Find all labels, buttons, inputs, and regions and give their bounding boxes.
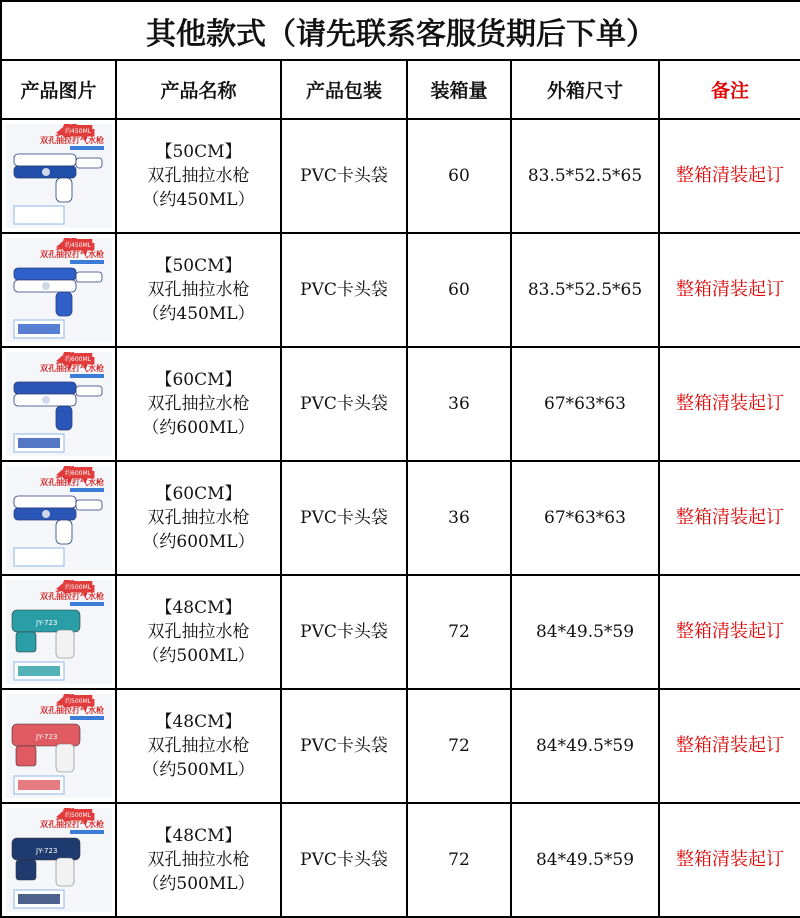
product-size: 【50CM】 — [155, 142, 242, 162]
product-capacity: （约500ML） — [142, 874, 255, 894]
product-qty: 60 — [407, 233, 511, 347]
thumb-badge: 约500ML — [64, 812, 91, 819]
product-box-size: 67*63*63 — [511, 461, 659, 575]
product-image — [1, 347, 116, 461]
water-gun-image — [6, 352, 112, 456]
thumb-badge: 约600ML — [64, 356, 91, 363]
product-image — [1, 689, 116, 803]
product-name: 双孔抽拉水枪 — [147, 394, 250, 414]
product-name: 双孔抽拉水枪 — [147, 850, 250, 870]
product-package: PVC卡头袋 — [281, 575, 407, 689]
product-name-cell — [116, 461, 281, 575]
product-package: PVC卡头袋 — [281, 347, 407, 461]
product-package: PVC卡头袋 — [281, 803, 407, 917]
header-row — [1, 60, 800, 119]
product-size: 【60CM】 — [155, 370, 242, 390]
svg-text:约500ML — [65, 811, 92, 819]
product-image — [1, 803, 116, 917]
product-package: PVC卡头袋 — [281, 233, 407, 347]
product-qty: 60 — [407, 119, 511, 233]
product-qty: 72 — [407, 575, 511, 689]
product-box-size: 67*63*63 — [511, 347, 659, 461]
thumb-badge: 约500ML — [64, 584, 91, 591]
product-package: PVC卡头袋 — [281, 689, 407, 803]
gun-model-text: JY-723 — [35, 619, 57, 627]
product-box-size: 84*49.5*59 — [511, 575, 659, 689]
table-row — [1, 461, 800, 575]
page-title: 其他款式（请先联系客服货期后下单） — [1, 1, 800, 60]
product-remark: 整箱清装起订 — [659, 803, 800, 917]
product-box-size: 84*49.5*59 — [511, 803, 659, 917]
product-capacity: （约600ML） — [142, 418, 255, 438]
product-qty: 36 — [407, 461, 511, 575]
svg-text:约450ML — [65, 241, 92, 249]
product-remark: 整箱清装起订 — [659, 347, 800, 461]
product-name-cell — [116, 803, 281, 917]
product-image — [1, 461, 116, 575]
product-capacity: （约500ML） — [142, 760, 255, 780]
product-size: 【60CM】 — [155, 484, 242, 504]
header-package: 产品包装 — [281, 60, 407, 119]
product-name-cell — [116, 347, 281, 461]
product-name-cell — [116, 233, 281, 347]
product-box-size: 83.5*52.5*65 — [511, 119, 659, 233]
product-size: 【48CM】 — [155, 598, 242, 618]
product-remark: 整箱清装起订 — [659, 689, 800, 803]
product-capacity: （约500ML） — [142, 646, 255, 666]
product-size: 【50CM】 — [155, 256, 242, 276]
product-qty: 72 — [407, 689, 511, 803]
product-package: PVC卡头袋 — [281, 461, 407, 575]
product-size: 【48CM】 — [155, 826, 242, 846]
product-box-size: 83.5*52.5*65 — [511, 233, 659, 347]
header-box-size: 外箱尺寸 — [511, 60, 659, 119]
header-remark: 备注 — [659, 60, 800, 119]
product-name: 双孔抽拉水枪 — [147, 280, 250, 300]
thumb-label: 双孔抽拉打气水枪 — [39, 706, 104, 715]
thumb-label: 双孔抽拉打气水枪 — [39, 592, 104, 601]
thumb-badge: 约450ML — [64, 128, 91, 135]
product-qty: 72 — [407, 803, 511, 917]
water-gun-image — [6, 580, 112, 684]
thumb-label: 双孔抽拉打气水枪 — [39, 820, 104, 829]
table-row — [1, 803, 800, 917]
header-qty: 装箱量 — [407, 60, 511, 119]
gun-model-text: JY-723 — [35, 847, 57, 855]
product-image — [1, 575, 116, 689]
table-row — [1, 575, 800, 689]
product-name: 双孔抽拉水枪 — [147, 622, 250, 642]
water-gun-image — [6, 808, 112, 912]
product-image — [1, 233, 116, 347]
table-row — [1, 347, 800, 461]
thumb-badge: 约500ML — [64, 698, 91, 705]
product-capacity: （约600ML） — [142, 532, 255, 552]
water-gun-image — [6, 124, 112, 228]
product-qty: 36 — [407, 347, 511, 461]
title-row — [1, 1, 800, 60]
thumb-label: 双孔抽拉打气水枪 — [39, 136, 104, 145]
header-name: 产品名称 — [116, 60, 281, 119]
water-gun-image — [6, 238, 112, 342]
product-image — [1, 119, 116, 233]
product-capacity: （约450ML） — [142, 304, 255, 324]
product-name-cell — [116, 575, 281, 689]
table-row — [1, 233, 800, 347]
water-gun-image — [6, 466, 112, 570]
product-package: PVC卡头袋 — [281, 119, 407, 233]
product-name: 双孔抽拉水枪 — [147, 166, 250, 186]
product-name: 双孔抽拉水枪 — [147, 508, 250, 528]
thumb-label: 双孔抽拉打气水枪 — [39, 364, 104, 373]
table-row — [1, 689, 800, 803]
thumb-badge: 约450ML — [64, 242, 91, 249]
product-capacity: （约450ML） — [142, 190, 255, 210]
svg-text:约600ML — [65, 469, 92, 477]
header-image: 产品图片 — [1, 60, 116, 119]
svg-text:约500ML — [65, 583, 92, 591]
gun-model-text: JY-723 — [35, 733, 57, 741]
table-body — [1, 119, 800, 917]
product-box-size: 84*49.5*59 — [511, 689, 659, 803]
product-remark: 整箱清装起订 — [659, 119, 800, 233]
product-remark: 整箱清装起订 — [659, 461, 800, 575]
product-remark: 整箱清装起订 — [659, 575, 800, 689]
table-row — [1, 119, 800, 233]
water-gun-image — [6, 694, 112, 798]
product-name-cell — [116, 689, 281, 803]
product-name: 双孔抽拉水枪 — [147, 736, 250, 756]
thumb-label: 双孔抽拉打气水枪 — [39, 478, 104, 487]
svg-text:约500ML — [65, 697, 92, 705]
product-size: 【48CM】 — [155, 712, 242, 732]
svg-text:约450ML — [65, 127, 92, 135]
thumb-label: 双孔抽拉打气水枪 — [39, 250, 104, 259]
svg-text:约600ML — [65, 355, 92, 363]
product-remark: 整箱清装起订 — [659, 233, 800, 347]
product-name-cell — [116, 119, 281, 233]
thumb-badge: 约600ML — [64, 470, 91, 477]
